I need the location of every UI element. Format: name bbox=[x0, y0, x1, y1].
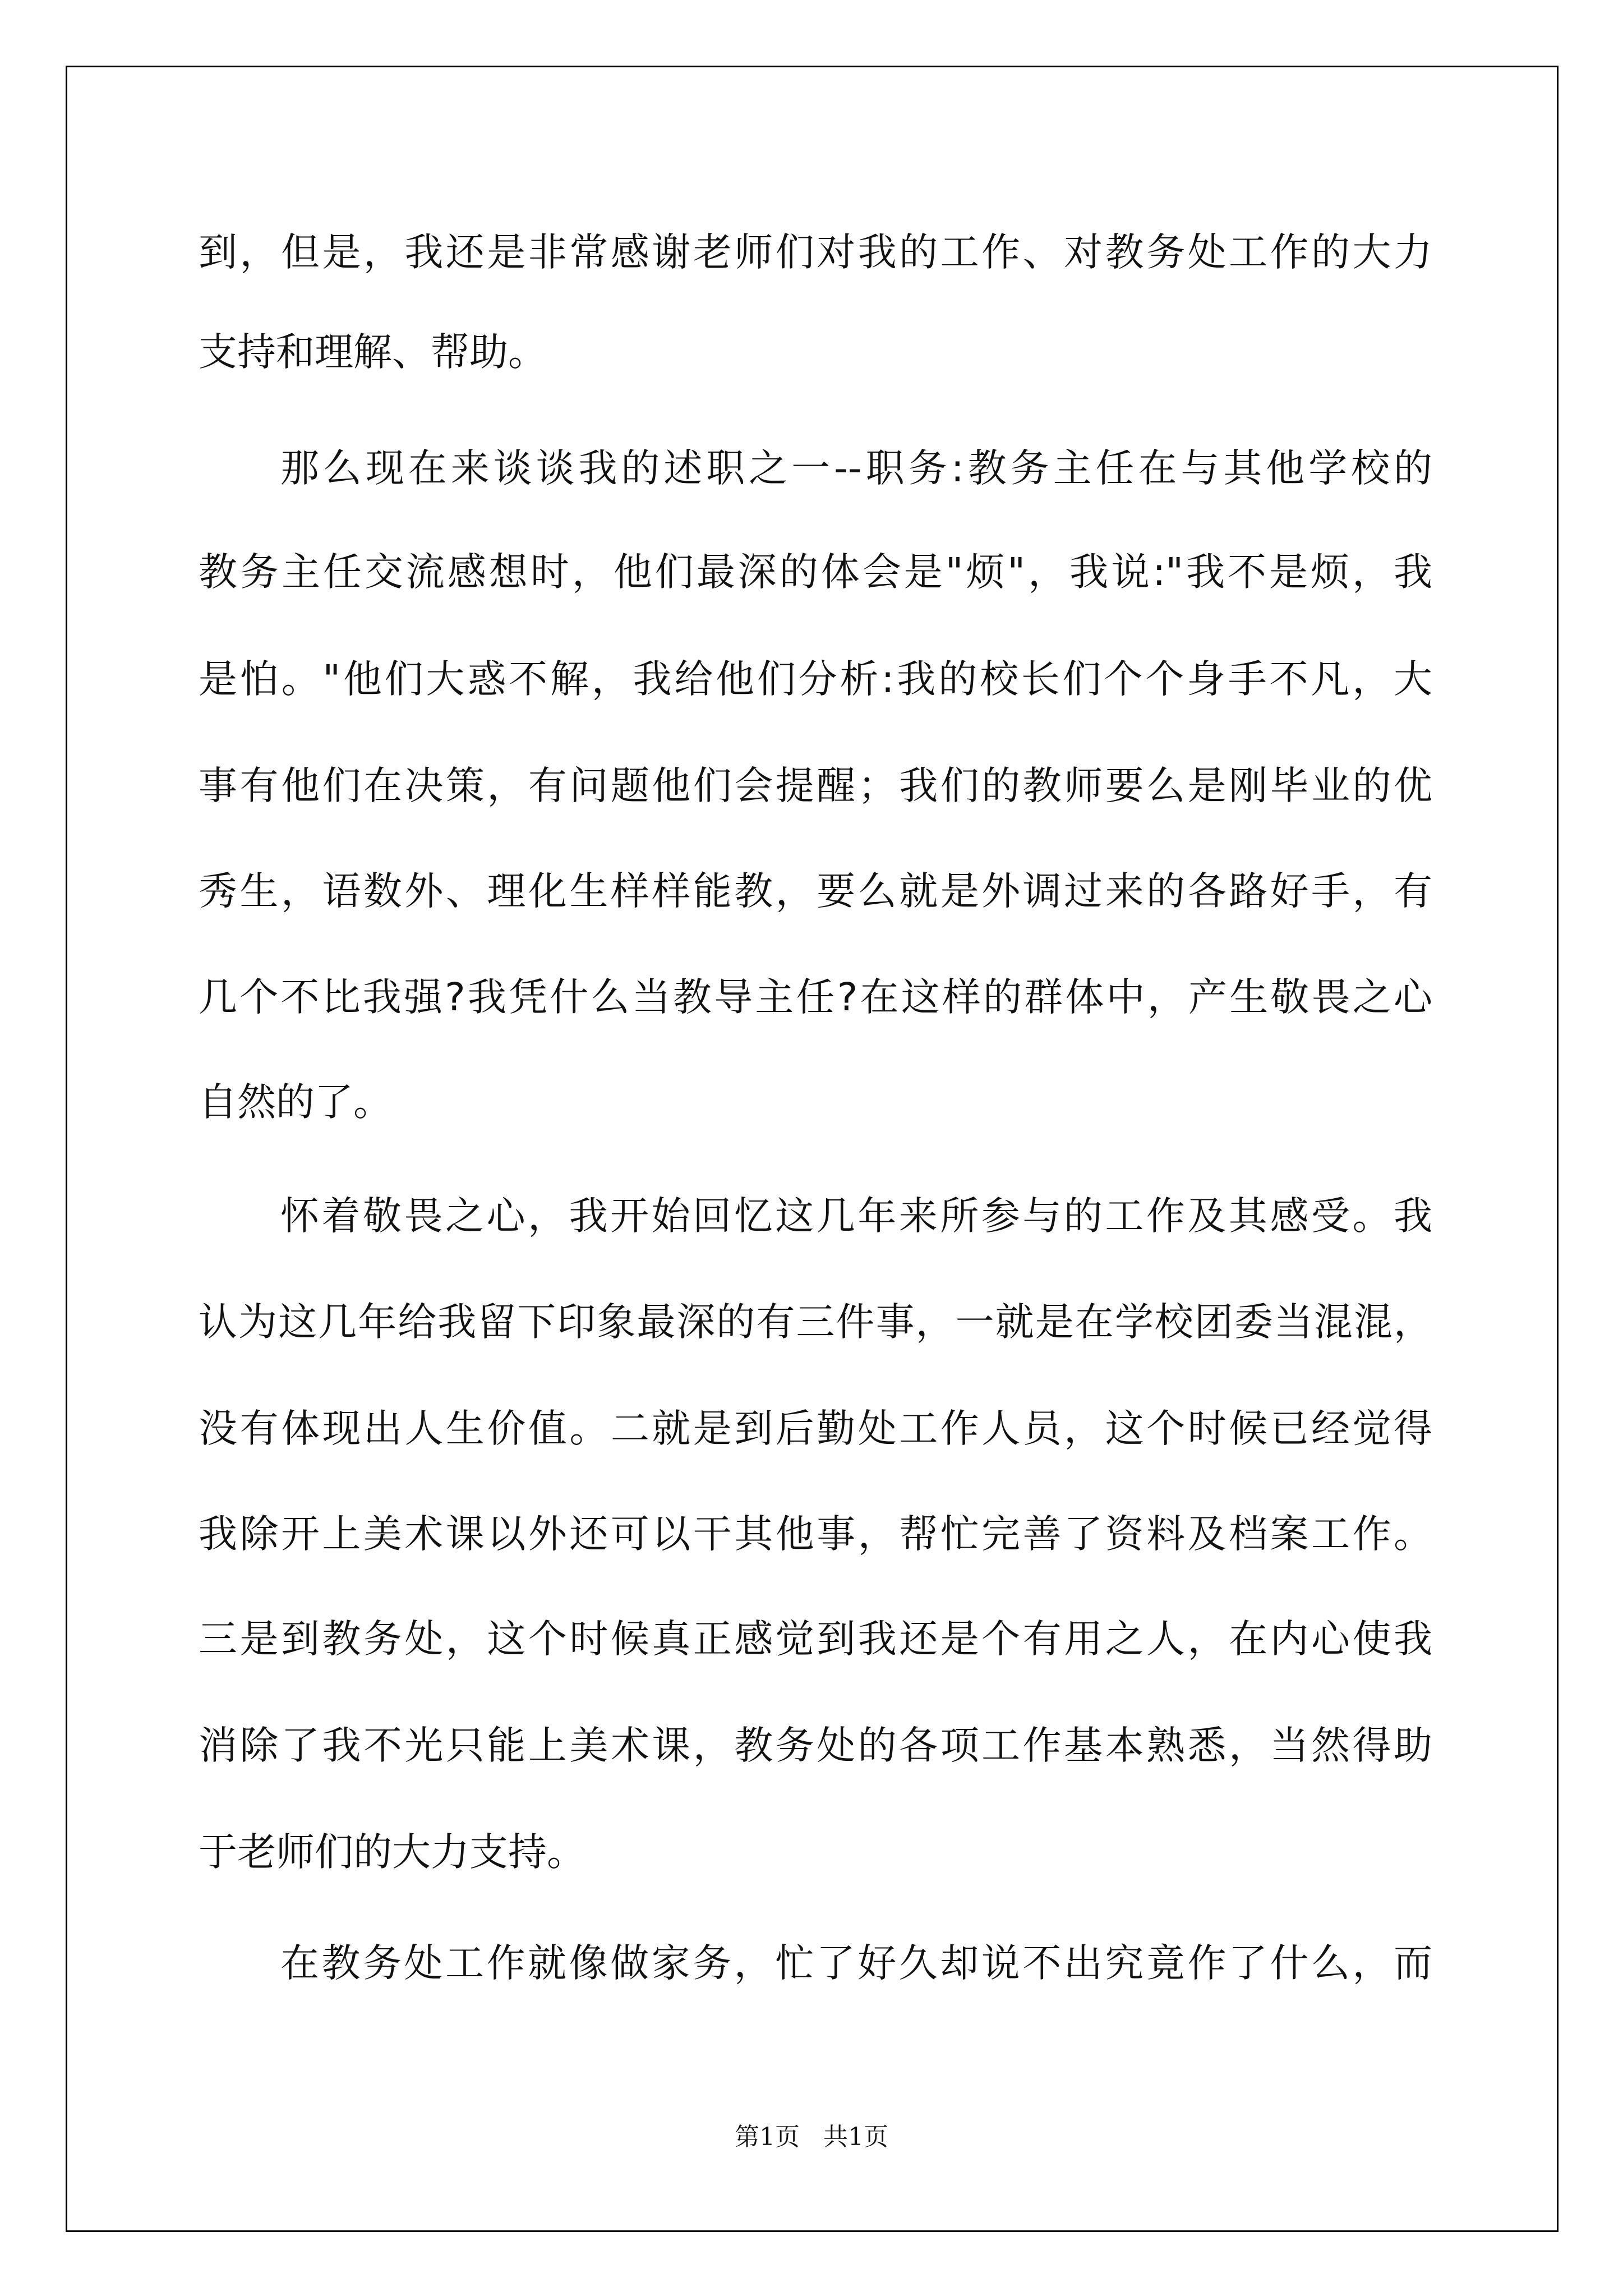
paragraph-line: 消除了我不光只能上美术课，教务处的各项工作基本熟悉，当然得助 bbox=[199, 1723, 1432, 1768]
paragraph-line: 三是到教务处，这个时候真正感觉到我还是个有用之人，在内心使我 bbox=[199, 1617, 1432, 1662]
paragraph-line: 没有体现出人生价值。二就是到后勤处工作人员，这个时候已经觉得 bbox=[199, 1406, 1432, 1451]
paragraph-line: 于老师们的大力支持。 bbox=[199, 1830, 585, 1875]
paragraph-line: 怀着敬畏之心，我开始回忆这几年来所参与的工作及其感受。我 bbox=[280, 1194, 1432, 1239]
paragraph-line: 教务主任交流感想时，他们最深的体会是"烦"，我说:"我不是烦，我 bbox=[199, 550, 1432, 595]
paragraph-line: 我除开上美术课以外还可以干其他事，帮忙完善了资料及档案工作。 bbox=[199, 1512, 1432, 1557]
paragraph-line: 秀生，语数外、理化生样样能教，要么就是外调过来的各路好手，有 bbox=[199, 869, 1432, 914]
page-number-footer: 第1页 共1页 bbox=[735, 2123, 888, 2151]
paragraph-line: 那么现在来谈谈我的述职之一--职务:教务主任在与其他学校的 bbox=[280, 446, 1432, 491]
paragraph-line: 在教务处工作就像做家务，忙了好久却说不出究竟作了什么，而 bbox=[280, 1941, 1432, 1986]
paragraph-line: 支持和理解、帮助。 bbox=[199, 330, 547, 375]
paragraph-line: 几个不比我强?我凭什么当教导主任?在这样的群体中，产生敬畏之心 bbox=[199, 975, 1432, 1020]
paragraph-line: 认为这几年给我留下印象最深的有三件事，一就是在学校团委当混混， bbox=[199, 1300, 1432, 1345]
paragraph-line: 事有他们在决策，有问题他们会提醒；我们的教师要么是刚毕业的优 bbox=[199, 763, 1432, 808]
paragraph-line: 到，但是，我还是非常感谢老师们对我的工作、对教务处工作的大力 bbox=[199, 230, 1432, 275]
paragraph-line: 是怕。"他们大惑不解，我给他们分析:我的校长们个个身手不凡，大 bbox=[199, 657, 1432, 702]
paragraph-line: 自然的了。 bbox=[199, 1080, 392, 1125]
page-border bbox=[66, 66, 1559, 2232]
